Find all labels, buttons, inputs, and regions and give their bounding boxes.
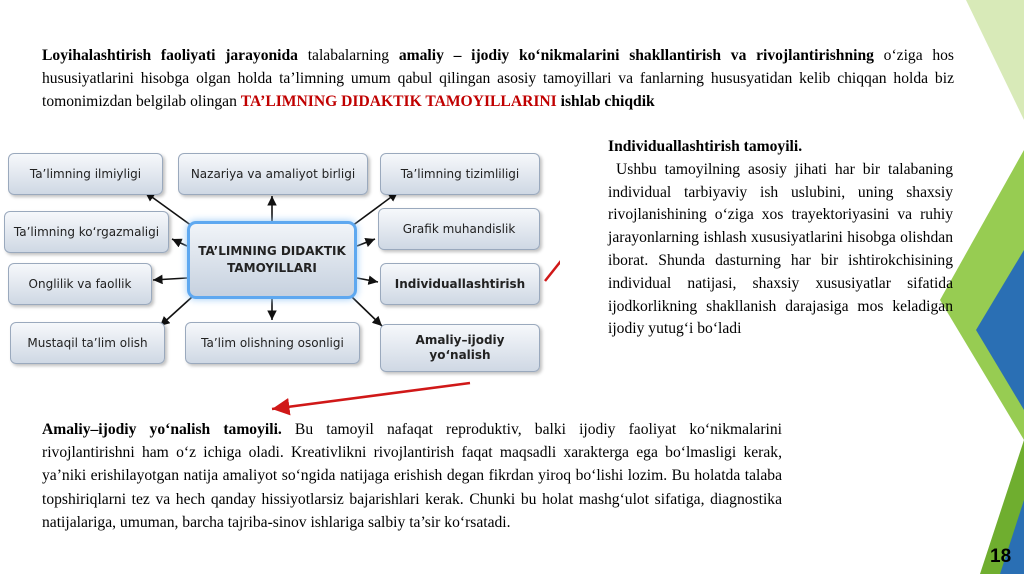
box-grafik xyxy=(378,208,540,250)
page-number: 18 xyxy=(990,546,1012,567)
box-mustaqil-label: Mustaqil ta’lim olish xyxy=(27,335,148,350)
box-nazariya-label: Nazariya va amaliyot birligi xyxy=(190,166,356,181)
decor-green-triangle-top xyxy=(966,0,1024,120)
intro-highlight: TA’LIMNING DIDAKTIK TAMOYILLARINI xyxy=(240,93,557,110)
arrow-to-grafik xyxy=(357,239,375,246)
intro-text-2: o‘ziga hos hususiyatlarini hisobga olgan holda ta’limning umum qabul qilingan asosiy tamoyillari va fanlarning hususyatidan kelib chiqqan holda biz tomonimizdan belgilab olingan xyxy=(42,47,955,110)
box-tizimliligi xyxy=(380,153,540,195)
box-ilmiyligi xyxy=(8,153,163,195)
box-mustaqil xyxy=(10,322,165,364)
arrow-to-korgazmaligi xyxy=(172,239,187,246)
box-nazariya xyxy=(178,153,368,195)
box-korgazmaligi-label: Ta’limning ko‘rgazmaligi xyxy=(13,224,160,239)
red-arrow-amaliy xyxy=(272,383,470,409)
practical-principle-text xyxy=(42,418,782,534)
intro-bold-3: ishlab chiqdik xyxy=(556,93,655,110)
box-osonligi-label: Ta’lim olishning osonligi xyxy=(201,335,344,350)
intro-bold-2: amaliy – ijodiy ko‘nikmalarini shakllantirish va rivojlantirishning xyxy=(398,47,874,64)
intro-text-1: talabalarning xyxy=(297,47,399,64)
box-grafik-label: Grafik muhandislik xyxy=(402,221,516,236)
practical-principle-body: Bu tamoyil nafaqat reproduktiv, balki ijodiy faoliyat ko‘nikmalarini rivojlantirishni ham o‘z ichiga oladi. Kreativlikni rivojlantirish faqat maqsadli xarakterga ega bo‘lmasligi kerak, ya’niki erishilayotgan natija amaliyot so‘ngida natijaga erishish degan fikrdan yiroq bo‘lishi lozim. Bu holatda talaba topshiriqlarni tez va hech qanday hissiyotlarsiz bajarishlari kerak. Chunki bu holat mashg‘ulot sifatiga, diagnostika natijalariga, umuman, barcha tajriba-sinov ishlariga salbiy ta’sir ko‘rsatadi. xyxy=(42,421,783,531)
red-arrow-individual xyxy=(545,212,560,281)
box-amaliy-label: Amaliy–ijodiy yo‘nalish xyxy=(415,333,505,362)
box-osonligi xyxy=(185,322,360,364)
center-box-didactic-principles xyxy=(187,221,357,299)
box-onglilik xyxy=(8,263,152,305)
arrow-to-mustaqil xyxy=(160,297,192,326)
box-individual-label: Individuallashtirish xyxy=(394,276,526,291)
individual-principle-body: Ushbu tamoyilning asosiy jihati har bir talabaning individual tarbiyaviy ish uslubini, uning shaxsiy rivojlanishining o‘ziga xos trayektoriyasini va ruhiy jarayonlarning ishlash xususiyatlarini hisobga olishdan iborat. Shunda dasturning har bir ishtirokchisining individual natijasi, shaxsiy xususiyatlar sifatida ijodkorlikning shakllanish darajasiga mos keladigan ijodiy yutug‘i bo‘ladi xyxy=(608,160,953,338)
box-onglilik-label: Onglilik va faollik xyxy=(28,276,132,291)
arrow-to-individual xyxy=(357,278,378,282)
box-ilmiyligi-label: Ta’limning ilmiyligi xyxy=(29,166,142,181)
center-line-2: TAMOYILLARI xyxy=(227,261,317,275)
box-tizimliligi-label: Ta’limning tizimliligi xyxy=(400,166,520,181)
box-amaliy xyxy=(380,324,540,372)
practical-principle-title: Amaliy–ijodiy yo‘nalish tamoyili. xyxy=(42,421,282,438)
intro-bold-1: Loyihalashtirish faoliyati jarayonida xyxy=(42,47,298,64)
arrow-to-onglilik xyxy=(153,278,187,280)
individual-principle-title: Individuallashtirish tamoyili. xyxy=(608,138,803,155)
box-korgazmaligi xyxy=(4,211,169,253)
center-line-1: TA’LIMNING DIDAKTIK xyxy=(198,244,346,258)
individual-principle-text xyxy=(608,136,953,341)
box-individual xyxy=(380,263,540,305)
